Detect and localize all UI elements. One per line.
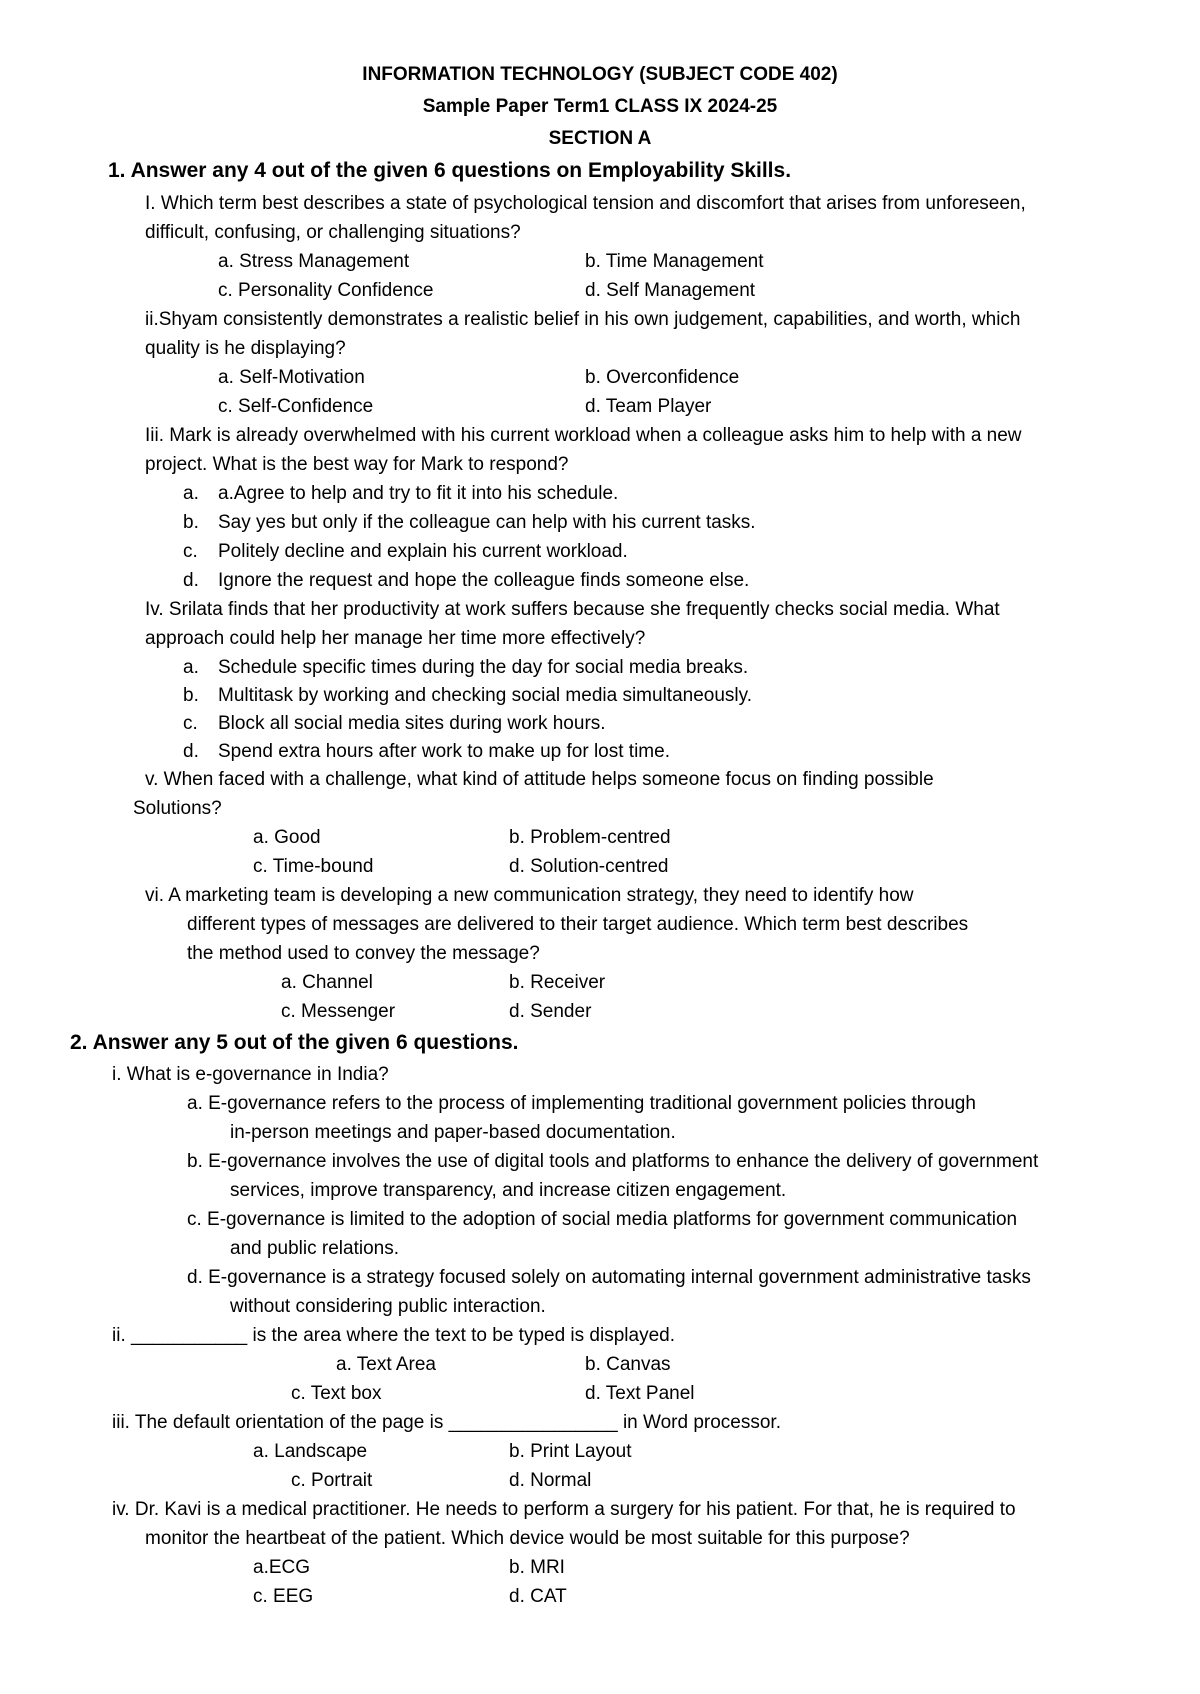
q2-ii-option-a: a. Text Area: [336, 1354, 436, 1375]
q2-iv-option-b: b. MRI: [509, 1557, 565, 1578]
q1-iii-option-b: Say yes but only if the colleague can help with his current tasks.: [218, 512, 756, 533]
q1-i-option-d: d. Self Management: [585, 280, 756, 301]
q2-iv-stem-line2: monitor the heartbeat of the patient. Which device would be most suitable for this purpose?: [145, 1528, 910, 1549]
q1-vi-stem-line2: different types of messages are delivered to their target audience. Which term best describes: [187, 914, 969, 935]
document-subtitle: Sample Paper Term1 CLASS IX 2024-25: [422, 96, 778, 117]
q1-iv-stem-line2: approach could help her manage her time more effectively?: [145, 628, 646, 649]
q1-v-option-b: b. Problem-centred: [509, 827, 671, 848]
q1-iii-option-d-label: d.: [183, 570, 199, 591]
q1-iii-option-c: Politely decline and explain his current workload.: [218, 541, 628, 562]
q2-i-option-b-line1: b. E-governance involves the use of digital tools and platforms to enhance the delivery of government: [187, 1151, 1039, 1172]
question-2-heading: 2. Answer any 5 out of the given 6 questions.: [70, 1031, 519, 1054]
q1-iv-stem-line1: Iv. Srilata finds that her productivity at work suffers because she frequently checks social media. What: [145, 599, 1000, 620]
q1-iv-option-b-label: b.: [183, 685, 199, 706]
q1-ii-option-d: d. Team Player: [585, 396, 712, 417]
q1-iv-option-c: Block all social media sites during work hours.: [218, 713, 606, 734]
q1-v-option-d: d. Solution-centred: [509, 856, 669, 877]
q2-iii-stem: iii. The default orientation of the page is ________________ in Word processor.: [112, 1412, 781, 1433]
q1-v-option-a: a. Good: [253, 827, 321, 848]
q2-i-option-c-line1: c. E-governance is limited to the adoption of social media platforms for government communication: [187, 1209, 1018, 1230]
q1-iii-stem-line2: project. What is the best way for Mark to respond?: [145, 454, 569, 475]
q2-iii-option-b: b. Print Layout: [509, 1441, 632, 1462]
q2-iv-stem-line1: iv. Dr. Kavi is a medical practitioner. He needs to perform a surgery for his patient. For that, he is required to: [112, 1499, 1016, 1520]
q1-iii-option-c-label: c.: [183, 541, 198, 562]
q1-iii-option-d: Ignore the request and hope the colleague finds someone else.: [218, 570, 750, 591]
q2-i-option-c-line2: and public relations.: [230, 1238, 399, 1259]
q1-iv-option-d-label: d.: [183, 741, 199, 762]
q1-v-stem-line2: Solutions?: [133, 798, 222, 819]
q2-ii-stem: ii. ___________ is the area where the text to be typed is displayed.: [112, 1325, 675, 1346]
q1-v-option-c: c. Time-bound: [253, 856, 374, 877]
q2-ii-option-c: c. Text box: [291, 1383, 382, 1404]
q2-iii-option-c: c. Portrait: [291, 1470, 373, 1491]
q1-ii-stem-line1: ii.Shyam consistently demonstrates a realistic belief in his own judgement, capabilities, and worth, which: [145, 309, 1021, 330]
q2-iv-option-d: d. CAT: [509, 1586, 567, 1607]
q1-vi-option-d: d. Sender: [509, 1001, 592, 1022]
q1-i-option-a: a. Stress Management: [218, 251, 410, 272]
q2-i-option-d-line1: d. E-governance is a strategy focused solely on automating internal government administrative tasks: [187, 1267, 1031, 1288]
q1-iii-option-a: a.Agree to help and try to fit it into his schedule.: [218, 483, 619, 504]
q1-i-stem-line2: difficult, confusing, or challenging situations?: [145, 222, 521, 243]
q2-i-option-a-line2: in-person meetings and paper-based documentation.: [230, 1122, 676, 1143]
q1-iv-option-d: Spend extra hours after work to make up for lost time.: [218, 741, 670, 762]
q2-i-option-b-line2: services, improve transparency, and increase citizen engagement.: [230, 1180, 787, 1201]
q1-vi-option-a: a. Channel: [281, 972, 373, 993]
q2-ii-option-b: b. Canvas: [585, 1354, 671, 1375]
q1-vi-option-b: b. Receiver: [509, 972, 606, 993]
q2-i-option-d-line2: without considering public interaction.: [230, 1296, 546, 1317]
q1-vi-stem-line3: the method used to convey the message?: [187, 943, 540, 964]
question-1-heading: 1. Answer any 4 out of the given 6 questions on Employability Skills.: [108, 159, 792, 182]
q1-vi-option-c: c. Messenger: [281, 1001, 396, 1022]
section-heading: SECTION A: [548, 128, 652, 149]
q1-iii-option-b-label: b.: [183, 512, 199, 533]
q2-ii-option-d: d. Text Panel: [585, 1383, 695, 1404]
q1-iii-option-a-label: a.: [183, 483, 199, 504]
q2-iv-option-a: a.ECG: [253, 1557, 311, 1578]
q2-iii-option-a: a. Landscape: [253, 1441, 368, 1462]
q1-v-stem-line1: v. When faced with a challenge, what kind of attitude helps someone focus on finding possible: [145, 769, 934, 790]
q1-i-stem-line1: I. Which term best describes a state of psychological tension and discomfort that arises from unforeseen,: [145, 193, 1026, 214]
q2-i-stem: i. What is e-governance in India?: [112, 1064, 389, 1085]
q1-i-option-c: c. Personality Confidence: [218, 280, 434, 301]
q1-iii-stem-line1: Iii. Mark is already overwhelmed with his current workload when a colleague asks him to help with a new: [145, 425, 1022, 446]
q1-ii-option-b: b. Overconfidence: [585, 367, 740, 388]
q1-iv-option-c-label: c.: [183, 713, 198, 734]
q1-ii-option-a: a. Self-Motivation: [218, 367, 365, 388]
q1-iv-option-a: Schedule specific times during the day for social media breaks.: [218, 657, 749, 678]
q1-vi-stem-line1: vi. A marketing team is developing a new communication strategy, they need to identify how: [145, 885, 914, 906]
document-title: INFORMATION TECHNOLOGY (SUBJECT CODE 402): [362, 64, 838, 85]
q2-iii-option-d: d. Normal: [509, 1470, 592, 1491]
q1-iv-option-a-label: a.: [183, 657, 199, 678]
q1-iv-option-b: Multitask by working and checking social media simultaneously.: [218, 685, 753, 706]
q2-i-option-a-line1: a. E-governance refers to the process of implementing traditional government policies through: [187, 1093, 976, 1114]
q1-i-option-b: b. Time Management: [585, 251, 764, 272]
q2-iv-option-c: c. EEG: [253, 1586, 314, 1607]
q1-ii-stem-line2: quality is he displaying?: [145, 338, 346, 359]
q1-ii-option-c: c. Self-Confidence: [218, 396, 374, 417]
